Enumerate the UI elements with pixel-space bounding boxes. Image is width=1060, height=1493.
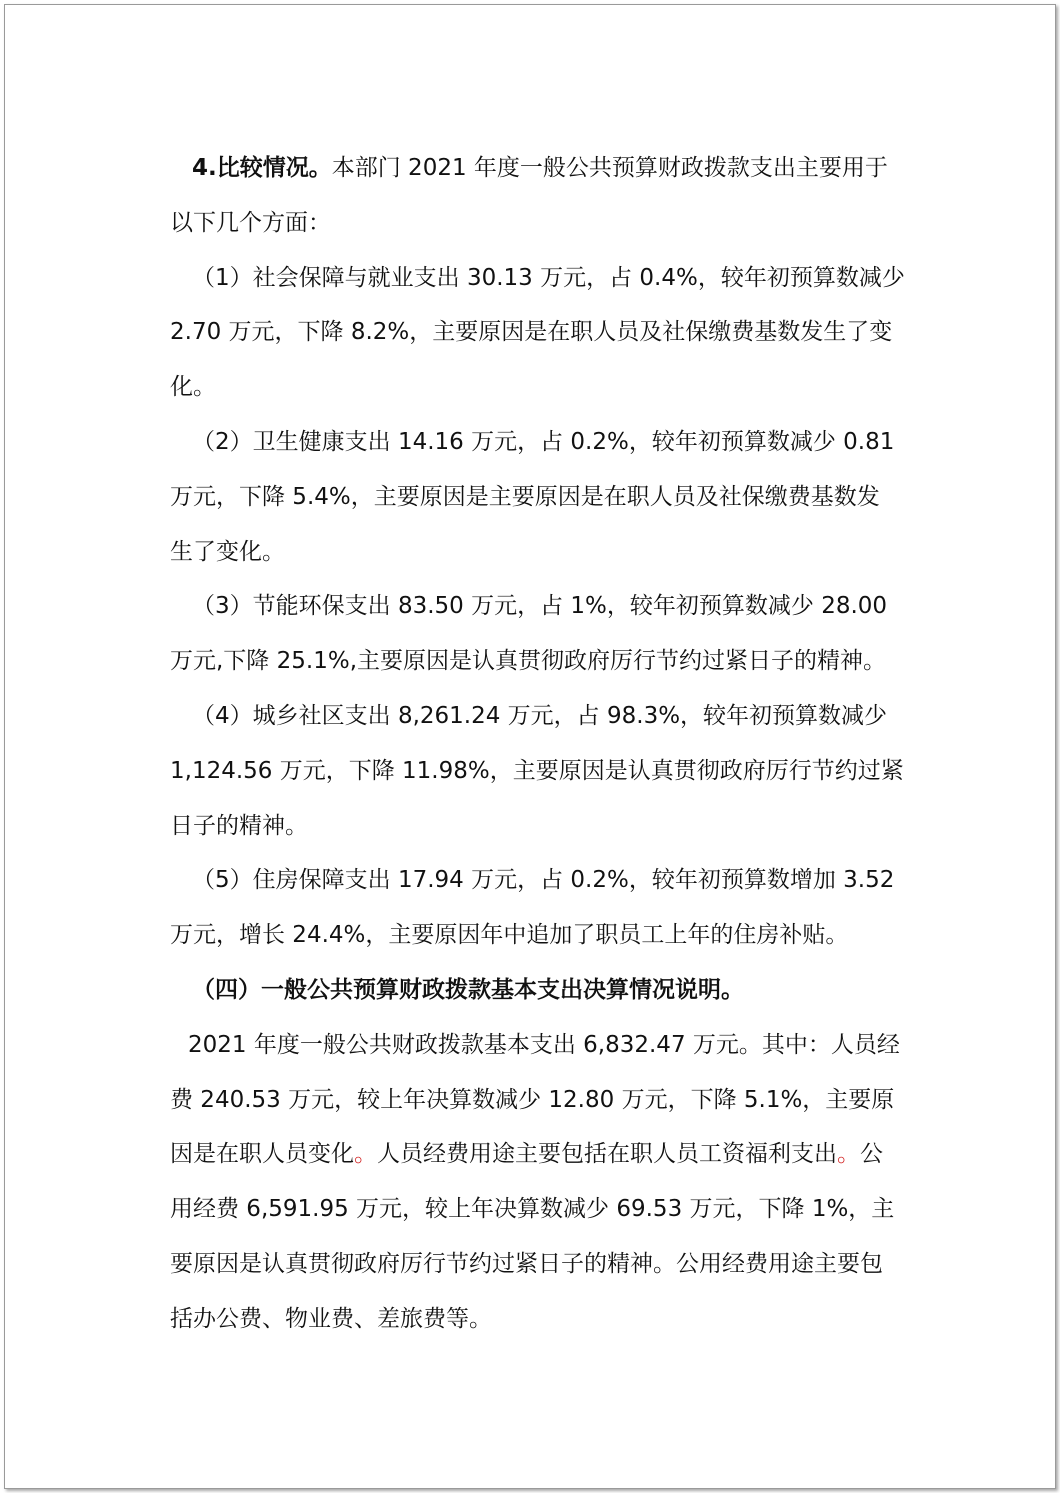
item-4-line-3: 日子的精神。	[170, 812, 308, 839]
item-3-line-1: （3）节能环保支出 83.50 万元，占 1%，较年初预算数减少 28.00	[192, 593, 888, 620]
section-4-intro-line-1	[170, 141, 910, 196]
item-2-line-2: 万元，下降 5.4%，主要原因是主要原因是在职人员及社保缴费基数发	[170, 483, 880, 510]
item-3-line-2: 万元,下降 25.1%,主要原因是认真贯彻政府厉行节约过紧日子的精神。	[170, 648, 886, 675]
section-iv-para-line-3	[170, 1127, 910, 1182]
item-5-line-2: 万元，增长 24.4%，主要原因年中追加了职员工上年的住房补贴。	[170, 922, 849, 949]
section-iv-para-line-4: 用经费 6,591.95 万元，较上年决算数减少 69.53 万元，下降 1%，主	[170, 1196, 895, 1223]
item-5-line-1: （5）住房保障支出 17.94 万元，占 0.2%，较年初预算数增加 3.52	[192, 867, 895, 894]
item-1-line-2: 2.70 万元，下降 8.2%，主要原因是在职人员及社保缴费基数发生了变	[170, 319, 893, 346]
item-4-line-1: （4）城乡社区支出 8,261.24 万元，占 98.3%，较年初预算数减少	[192, 702, 888, 729]
section-iv-para-line-1: 2021 年度一般公共财政拨款基本支出 6,832.47 万元。其中：人员经	[188, 1031, 900, 1058]
item-2-line-3: 生了变化。	[170, 538, 285, 565]
section-iv-para-line-2: 费 240.53 万元，较上年决算数减少 12.80 万元，下降 5.1%，主要原	[170, 1086, 895, 1113]
item-1-line-1: （1）社会保障与就业支出 30.13 万元，占 0.4%，较年初预算数减少	[192, 264, 905, 291]
section-iv-para-line-6: 括办公费、物业费、差旅费等。	[170, 1305, 492, 1332]
section-iv-heading: （四）一般公共预算财政拨款基本支出决算情况说明。	[192, 976, 744, 1003]
section-iv-para-line-3-b: 人员经费用途主要包括在职人员工资福利支出	[377, 1141, 837, 1168]
section-4-intro-line-2: 以下几个方面：	[170, 209, 331, 236]
section-iv-para-line-3-c: 公	[860, 1141, 883, 1168]
red-period-1: 。	[354, 1141, 377, 1168]
item-1-line-3: 化。	[170, 374, 216, 401]
section-4-heading: 4.比较情况。	[192, 155, 332, 181]
red-period-2: 。	[837, 1141, 860, 1168]
item-2-line-1: （2）卫生健康支出 14.16 万元，占 0.2%，较年初预算数减少 0.81	[192, 428, 895, 455]
document-body	[170, 141, 910, 1347]
section-4-intro-text: 本部门 2021 年度一般公共预算财政拨款支出主要用于	[331, 155, 888, 181]
item-4-line-2: 1,124.56 万元，下降 11.98%，主要原因是认真贯彻政府厉行节约过紧	[170, 757, 904, 784]
section-iv-para-line-5: 要原因是认真贯彻政府厉行节约过紧日子的精神。公用经费用途主要包	[170, 1250, 883, 1277]
section-iv-para-line-3-a: 因是在职人员变化	[170, 1141, 354, 1168]
document-page	[4, 4, 1056, 1489]
